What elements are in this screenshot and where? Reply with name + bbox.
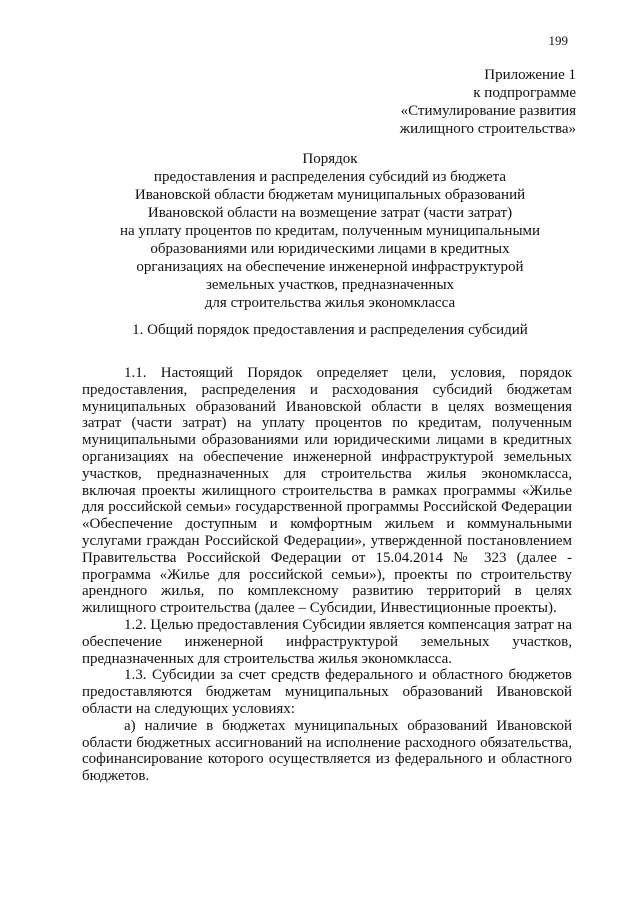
title-line: организациях на обеспечение инженерной инфраструктурой [136,259,524,275]
appendix-line: Приложение 1 [484,67,576,83]
title-line: для строительства жилья экономкласса [204,295,456,311]
page-number: 199 [548,33,568,48]
document-body [82,365,572,785]
title-line: Ивановской области бюджетам муниципальных образований [134,187,526,203]
section-heading: 1. Общий порядок предоставления и распределения субсидий [132,322,528,338]
title-line: Ивановской области на возмещение затрат (части затрат) [147,205,513,221]
document-title [80,150,580,312]
title-line: Порядок [302,151,358,167]
paragraph-1-3: 1.3. Субсидии за счет средств федерального и областного бюджетов предоставляются бюджетам муниципальных образований Ивановской области на следующих условиях: [82,667,572,717]
appendix-line: жилищного строительства» [399,121,576,137]
paragraph-1-2: 1.2. Целью предоставления Субсидии является компенсация затрат на обеспечение инженерной инфраструктурой земельных участков, предназначенных для строительства жилья экономкласса. [82,616,572,667]
title-line: образованиями или юридическими лицами в кредитных [150,241,510,257]
paragraph-1-3-a: а) наличие в бюджетах муниципальных образований Ивановской области бюджетных ассигнований на исполнение расходного обязательства, софинансирование которого осуществляется из федерального и областного бюджетов. [82,717,572,785]
title-line: на уплату процентов по кредитам, полученным муниципальными [119,223,541,239]
paragraph-1-1: 1.1. Настоящий Порядок определяет цели, условия, порядок предоставления, распределения и расходования субсидий бюджетам муниципальных образований Ивановской области в целях возмещения затрат (части затрат) на уплату процентов по кредитам, полученным муниципальными образованиями или юридическими лицами в кредитных организациях на обеспечение инженерной инфраструктурой земельных участков, предназначенных для строительства жилья экономкласса, включая проекты жилищного строительства в рамках программы «Жилье для российской семьи» государственной программы Российской Федерации «Обеспечение доступным и комфортным жильем и коммунальными услугами граждан Российской Федерации», утвержденной постановлением Правительства Российской Федерации от 15.04.2014 № 323 (далее - программа «Жилье для российской семьи»), проекты по строительству арендного жилья, по комплексному развитию территорий в целях жилищного строительства (далее – Субсидии, Инвестиционные проекты). [82,365,572,617]
title-line: земельных участков, предназначенных [205,277,455,293]
appendix-line: «Стимулирование развития [400,103,576,119]
appendix-line: к подпрограмме [473,85,576,101]
title-line: предоставления и распределения субсидий из бюджета [153,169,507,185]
appendix-header [400,66,576,138]
